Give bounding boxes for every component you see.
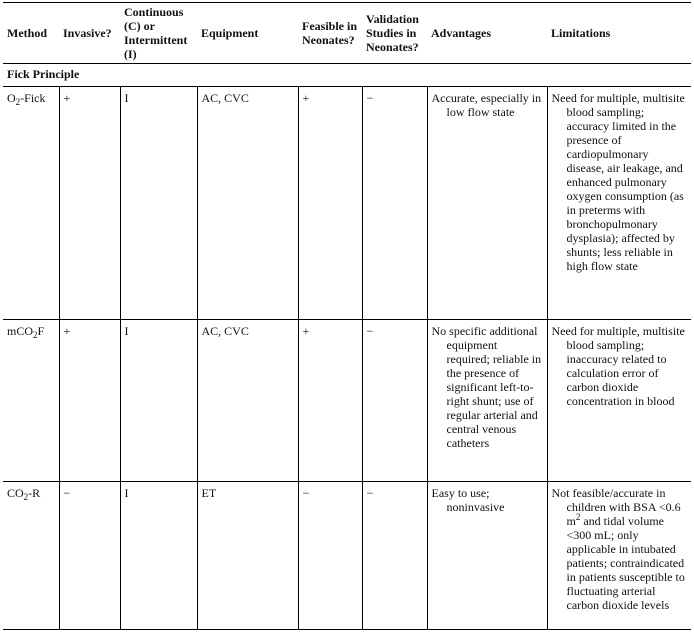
table-row bbox=[3, 87, 691, 320]
cell-limitations: Not feasible/accurate in children with BSA <0.6 $m^2$ and tidal volume <300 mL; only applicable in intubated patients; contraindicated in patients susceptible to fluctuating arterial carbon dioxide levels bbox=[547, 482, 691, 630]
cell-advantages: Easy to use; noninvasive bbox=[427, 482, 547, 630]
header-validation: Validation Studies in Neonates? bbox=[362, 3, 427, 64]
cell-equipment: AC, CVC bbox=[197, 87, 298, 320]
header-feasible: Feasible in Neonates? bbox=[298, 3, 362, 64]
cell-limitations: Need for multiple, multisite blood sampling; accuracy limited in the presence of cardiopulmonary disease, air leakage, and enhanced pulmonary oxygen consumption (as in preterms with bronchopulmonary dysplasia); affected by shunts; less reliable in high flow state bbox=[547, 87, 691, 320]
comparison-table bbox=[3, 2, 691, 630]
cell-validation: − bbox=[362, 320, 427, 482]
table-row bbox=[3, 482, 691, 630]
section-title: Fick Principle bbox=[3, 64, 691, 87]
header-row bbox=[3, 3, 691, 64]
cell-invasive: + bbox=[59, 320, 120, 482]
cell-equipment: ET bbox=[197, 482, 298, 630]
cell-continuous: I bbox=[120, 482, 197, 630]
cell-feasible: + bbox=[298, 87, 362, 320]
table-row bbox=[3, 320, 691, 482]
cell-advantages: No specific additional equipment required; reliable in the presence of significant left-to-right shunt; use of regular arterial and central venous catheters bbox=[427, 320, 547, 482]
header-equipment: Equipment bbox=[197, 3, 298, 64]
cell-feasible: − bbox=[298, 482, 362, 630]
cell-continuous: I bbox=[120, 87, 197, 320]
header-invasive: Invasive? bbox=[59, 3, 120, 64]
cell-equipment: AC, CVC bbox=[197, 320, 298, 482]
header-limitations: Limitations bbox=[547, 3, 691, 64]
cell-validation: − bbox=[362, 87, 427, 320]
cell-validation: − bbox=[362, 482, 427, 630]
cell-method: $CO_2-R$ bbox=[3, 482, 59, 630]
cell-invasive: − bbox=[59, 482, 120, 630]
section-row bbox=[3, 64, 691, 87]
cell-invasive: + bbox=[59, 87, 120, 320]
cell-limitations: Need for multiple, multisite blood sampling; inaccuracy related to calculation error of carbon dioxide concentration in blood bbox=[547, 320, 691, 482]
header-method: Method bbox=[3, 3, 59, 64]
cell-continuous: I bbox=[120, 320, 197, 482]
header-continuous: Continuous (C) or Intermittent (I) bbox=[120, 3, 197, 64]
cell-method: mCO$_2$F bbox=[3, 320, 59, 482]
cell-method: $O_2$-Fick bbox=[3, 87, 59, 320]
cell-advantages: Accurate, especially in low flow state bbox=[427, 87, 547, 320]
cell-feasible: + bbox=[298, 320, 362, 482]
header-advantages: Advantages bbox=[427, 3, 547, 64]
